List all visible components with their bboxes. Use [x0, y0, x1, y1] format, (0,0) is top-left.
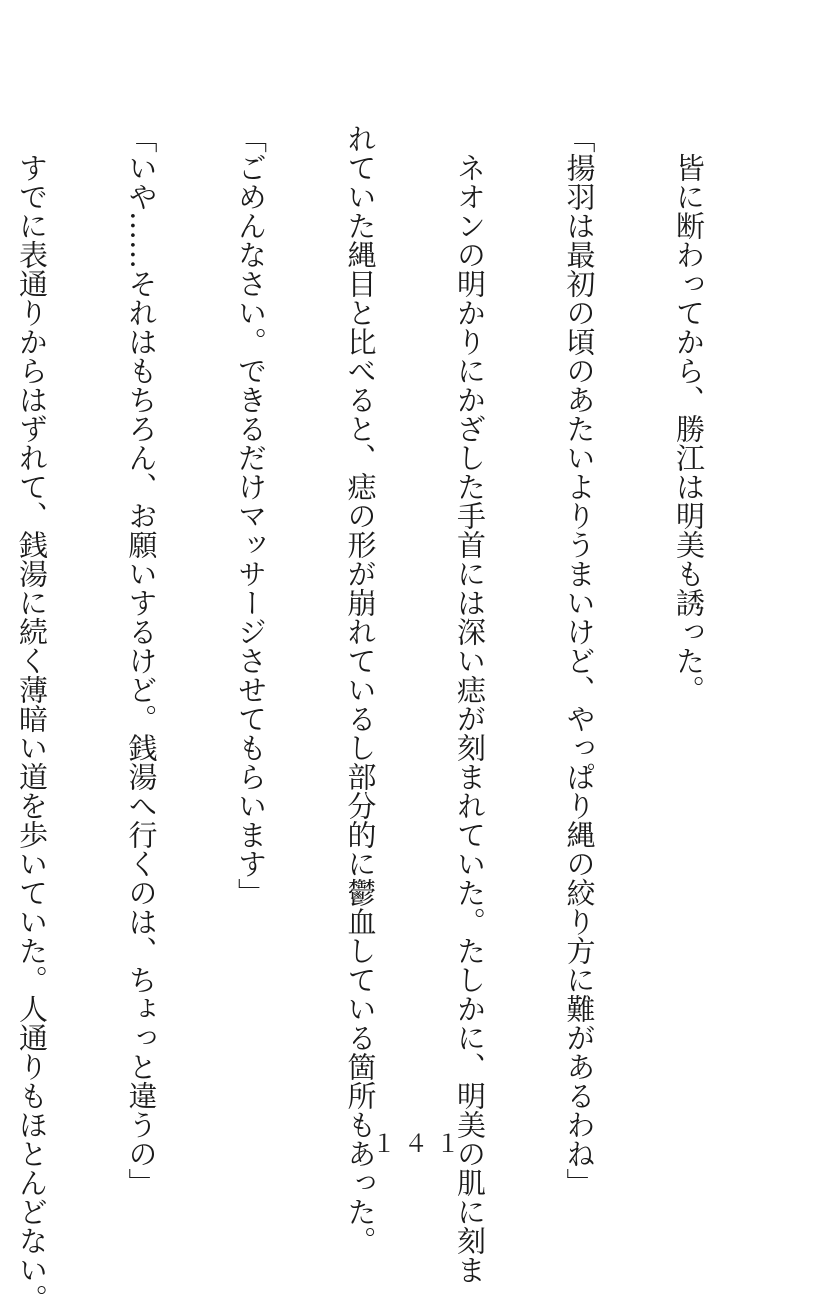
text-line: 皆に断わってから、勝江は明美も誘った。 [672, 124, 706, 704]
text-line: 「揚羽は最初の頃のあたいよりうまいけど、やっぱり縄の絞り方に難があるわね」 [562, 124, 597, 1197]
page-number: １４１ [372, 1130, 468, 1158]
text-line: すでに表通りからはずれて、銭湯に続く薄暗い道を歩いていた。人通りもほとんどない。 [15, 124, 49, 1313]
text-line: れていた縄目と比べると、痣の形が崩れているし部分的に鬱血している箇所もあった。 [343, 124, 378, 1255]
text-line: ネオンの明かりにかざした手首には深い痣が刻まれていた。たしかに、明美の肌に刻ま [453, 124, 487, 1284]
text-line: 「いや……それはもちろん、お願いするけど。銭湯へ行くのは、ちょっと違うの」 [124, 124, 159, 1197]
text-line: 「ごめんなさい。できるだけマッサージさせてもらいます」 [234, 124, 268, 907]
